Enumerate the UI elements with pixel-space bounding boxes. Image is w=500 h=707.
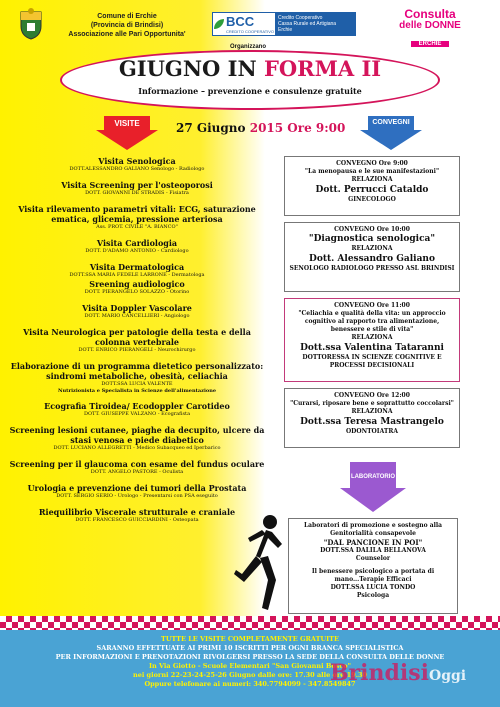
list-item [6,401,268,418]
visit-title: Visita Senologica [98,156,176,166]
convegno-role: GINECOLOGO [348,196,396,203]
lab-line-4: Counselor [355,555,391,562]
visit-doctor: DOTT. FRANCESCO GUICCIARDINI - Osteopata [75,517,199,523]
convegno-relaziona: RELAZIONA [351,176,393,183]
visit-title: Visita Cardiologia [96,238,178,248]
organizer-block [52,12,202,39]
convegno-card [284,298,460,382]
visit-title: Visita Dermatologica [89,262,185,272]
convegni-label: CONVEGNI [372,119,410,126]
leaf-icon [214,19,224,29]
list-item [6,204,268,231]
title-part-2: FORMA II [263,56,382,81]
convegno-card [284,156,460,216]
visit-title: Visita rilevamento parametri vitali: ECG, saturazione ematica, glicemia, pressione arteriosa [18,204,256,224]
convegno-card [284,222,460,292]
page-title [60,56,440,81]
footer-line-2: SARANNO EFFETTUATE AI PRIMI 10 ISCRITTI PER OGNI BRANCA SPECIALISTICA [96,644,404,652]
bcc-sub: CREDITO COOPERATIVO [225,29,275,34]
footer-line-1: TUTTE LE VISITE COMPLETAMENTE GRATUITE [161,635,339,643]
visit-doctor: DOTT.SSA LUCIA VALENTE [101,381,173,387]
brindisioggi-watermark [330,660,490,686]
event-day: 27 Giugno [176,121,246,135]
visit-title: Visita Doppler Vascolare [82,303,192,313]
organizzano-label: Organizzano [230,44,267,50]
convegno-speaker: Dott. Alessandro Galiano [309,254,435,264]
visit-doctor: DOTT. GIUSEPPE VALZANO - Ecografista [83,411,191,417]
convegno-time: CONVEGNO Ore 9:00 [336,160,408,167]
comune-crest-icon [18,8,44,40]
convegno-relaziona: RELAZIONA [351,245,393,252]
page-subtitle: Informazione – prevenzione e consulenze gratuite [138,86,362,96]
runner-icon [232,512,292,612]
list-item [6,156,268,173]
consulta-word: Consulta [404,7,456,21]
watermark-part-2: Oggi [429,668,467,684]
convegno-card [284,388,460,448]
list-item [6,238,268,255]
event-time: 2015 Ore 9:00 [249,121,346,135]
convegno-speaker: Dott.ssa Teresa Mastrangelo [300,417,444,427]
list-item [6,361,268,394]
convegno-speaker: Dott.ssa Valentina Tataranni [300,343,444,353]
list-item [6,303,268,320]
convegno-relaziona: RELAZIONA [351,408,393,415]
convegno-topic: "Curarsi, riposare bene e soprattutto coccolarsi" [290,400,454,407]
footer-line-5: nei giorni 22-23-24-25-26 Giugno dalle ore: 17.30 alle ore 19.30 [132,671,368,679]
list-item [6,327,268,354]
checker-divider [0,616,500,630]
org-line-1: Comune di Erchie [97,13,157,20]
visit-title: Screening lesioni cutanee, piaghe da decupito, ulcere da stasi venosa e piede diabetico [9,425,265,445]
convegno-role: DOTTORESSA IN SCIENZE COGNITIVE E PROCESSI DECISIONALI [302,354,442,369]
footer-line-4: In Via Giotto - Scuole Elementari "San Giovanni Bosco" [148,662,352,670]
list-item [6,483,268,500]
visit-title: Urologia e prevenzione dei tumori della Prostata [27,483,247,493]
visit-title: Riequilibrio Viscerale strutturale e craniale [38,507,236,517]
consulta-donne: delle DONNE [399,20,461,31]
visit-doctor: DOTT. LUCIANO ALLEGRETTI - Medico Subacqueo ed Iperbarico [53,445,221,451]
convegno-topic: "Celiachia e qualità della vita: un approccio cognitivo al rapporto tra alimentazione, benessere e stile di vita" [298,310,446,333]
visit-doctor: DOTT. ENRICO PIERANGELI - Neurochirurgo [78,347,196,353]
lab-line-2: "DAL PANCIONE IN POI" [323,538,423,547]
visit-doctor: DOTT. PIERANGELO SOLAZZO - Otorino [84,289,190,295]
bcc-mark: BCC [225,14,255,29]
laboratorio-arrow-icon [340,462,406,512]
convegno-topic: "La menopausa e le sue manifestazioni" [304,168,440,175]
visit-title: Screening per il glaucoma con esame del fundus oculare [9,459,265,469]
title-part-1: GIUGNO IN [118,56,264,81]
bcc-name-1: Credito Cooperativo [278,15,323,21]
convegno-role: ODONTOIATRA [345,428,399,435]
list-item [6,425,268,452]
convegno-time: CONVEGNO Ore 11:00 [334,302,410,309]
org-line-2: (Provincia di Brindisi) [90,22,164,29]
org-line-3: Associazione alle Pari Opportunita' [68,31,186,38]
convegno-time: CONVEGNO Ore 10:00 [334,226,410,233]
visit-doctor: DOTT. MARIO CANCELLIERI - Angiologo [84,313,190,319]
lab-line-3: DOTT.SSA DALILA BELLANOVA [320,547,426,554]
convegno-time: CONVEGNO Ore 12:00 [334,392,410,399]
visit-title: Sreening audiologico [89,279,185,289]
lab-line-5: Il benessere psicologico a portata di mano...Terapie Efficaci [311,568,435,583]
visite-list [6,156,268,531]
visit-note: Nutrizionista e Specialista in Scienze dell'alimentazione [57,388,217,394]
bcc-logo [212,12,356,36]
visite-label: VISITE [114,119,140,128]
bcc-name-3: Erchie [278,27,293,33]
lab-line-7: Psicologa [356,592,390,599]
visit-doctor: DOTT. SERGIO SERIO - Urologo - Presentarsi con PSA eseguito [56,493,218,499]
visit-title: Ecografia Tiroidea/ Ecodoppler Carotideo [44,401,230,411]
visit-doctor: DOTT. ANGELO PASTORE - Oculista [90,469,184,475]
laboratorio-card [288,518,458,614]
visit-doctor: DOTT.ALESSANDRO GALIANO Senologo - Radiologo [69,166,205,172]
convegno-relaziona: RELAZIONA [351,334,393,341]
convegno-topic: "Diagnostica senologica" [308,234,436,244]
visit-doctor: DOTT. GIOVANNI DE STRADIS - Fisiatra [85,190,189,196]
visit-title: Elaborazione di un programma dietetico personalizzato: sindromi metaboliche, obesità, celiachia [10,361,264,381]
visit-doctor: DOTT.SSA MARIA FEDELE LARRONE - Dermatologa [69,272,205,278]
list-item [6,279,268,296]
visit-title: Visita Neurologica per patologie della testa e della colonna vertebrale [23,327,251,347]
list-item [6,262,268,279]
footer-line-3: PER INFORMAZIONI E PRENOTAZIONI RIVOLGERSI PRESSO LA SEDE DELLA CONSULTA DELLE DONNE [55,653,445,661]
list-item [6,507,268,524]
convegno-speaker: Dott. Perrucci Cataldo [315,185,429,195]
consulta-erchie: ERCHIE [411,41,450,47]
convegno-role: SENOLOGO RADIOLOGO PRESSO ASL BRINDISI [289,265,455,272]
event-date [176,121,366,135]
lab-line-6: DOTT.SSA LUCIA TONDO [330,584,416,591]
watermark-part-1: Brindisi [330,660,430,686]
bcc-name-2: Cassa Rurale ed Artigiana [278,21,337,27]
footer-line-6: Oppure telefonare ai numeri: 340.7794099 - 347.8549847 [144,680,356,688]
laboratorio-label: LABORATORIO [350,474,396,480]
visit-doctor: DOTT. D'ADAMO ANTONIO - Cardiologo [85,248,189,254]
lab-line-1: Laboratori di promozione e sostegno alla Genitorialità consapevole [303,522,443,537]
list-item [6,180,268,197]
visit-title: Visita Screening per l'osteoporosi [61,180,213,190]
list-item [6,459,268,476]
consulta-logo [392,7,468,47]
visit-doctor: Ass. PROT. CIVILE "A. BIANCO" [96,224,178,230]
